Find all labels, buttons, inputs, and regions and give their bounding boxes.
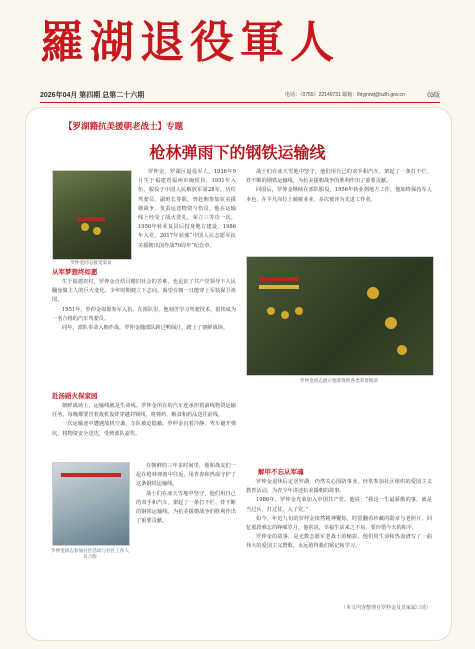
paragraph: 战士们在冰天雪地中坚守，他们用自己的双手和汽车，架起了一条打不烂、炸不断的钢铁运输线，为抗美援朝战争的胜利作出了重要贡献。 bbox=[246, 169, 432, 185]
paragraph: 如今，年近九旬的罗仲金依然精神矍铄，时常翻看珍藏的勋章与老照片，回忆那段难忘的峥嵘岁月。他常说，幸福生活来之不易，要珍惜今天的和平。 bbox=[246, 515, 432, 532]
article-kicker: 【罗湖籍抗美援朝老战士】专题 bbox=[64, 121, 184, 131]
end-note: （本文内容整理自罗仲金及其家属口述） bbox=[340, 605, 431, 611]
photo1-caption: 罗仲金同志接受采访 bbox=[70, 260, 112, 265]
article-headline: 枪林弹雨下的钢铁运输线 bbox=[149, 145, 326, 162]
paragraph: 一次运输途中遭遇敌机空袭，车队被迫隐蔽。罗仲金沉着冷静，驾车避开弹坑，将物资安全送达，受到部队嘉奖。 bbox=[52, 421, 236, 437]
subhead-3: 解甲不忘从军魂 bbox=[258, 469, 304, 476]
intro-paragraph: 罗仲金，罗湖区退役军人，1936年9月生于福建省福州市闽侯县，1951年入伍，服役于中国人民解放军第28军，历任驾驶员、副班长等职，曾赴朝参加抗美援朝战争，负责运送物资与伤员。他在运输线上经受了战火洗礼，荣立三等功一次。1956年转业复员后投身地方建设，1986年入党，2017年获颁“中国人民志愿军抗美援朝出国作战70周年”纪念章。 bbox=[138, 169, 236, 249]
info-bar bbox=[40, 88, 440, 102]
paragraph: 罗仲金退休后定居罗湖，仍然关心国防事业，经常参加社区组织的爱国主义教育活动，为青少年讲述抗美援朝的故事。 bbox=[246, 479, 432, 495]
banner-strip bbox=[61, 473, 121, 477]
contact-info: 电话：（0755）22149731 邮箱：lhtyjrswj@szlh.gov.cn bbox=[285, 92, 405, 98]
column-2-body-2 bbox=[246, 478, 432, 598]
masthead bbox=[0, 0, 475, 80]
paragraph: 回国后，罗仲金继续在部队服役，1956年转业到地方工作，他始终保持军人本色，在平凡岗位上兢兢业业，多次被评为先进工作者。 bbox=[246, 187, 432, 203]
paragraph: 同年，部队奉命入朝作战，罗仲金随部队跨过鸭绿江，踏上了朝鲜战场。 bbox=[62, 325, 229, 332]
paragraph: 战士们在冰天雪地中坚守，他们用自己的双手和汽车，架起了一条打不烂、炸不断的钢铁运输线，为抗美援朝战争的胜利作出了重要贡献。 bbox=[136, 490, 236, 525]
medal-icon bbox=[281, 311, 289, 319]
ribbon-bar bbox=[259, 277, 299, 281]
newspaper-title: 羅湖退役軍人 bbox=[40, 17, 340, 68]
photo2-caption: 罗仲金同志展示他获得的各类荣誉勋章 bbox=[299, 378, 379, 383]
column-1-body-3 bbox=[136, 462, 236, 602]
paragraph: 1951年，罗仲金如愿参军入伍。在部队里，他刻苦学习驾驶技术，很快成为一名合格的汽车驾驶员。 bbox=[52, 306, 236, 322]
medal-icon bbox=[267, 307, 275, 315]
medal-icon bbox=[295, 307, 303, 315]
column-1-body bbox=[52, 278, 236, 386]
paragraph: 生于福建农村，罗仲金自幼目睹旧社会的苦难，也见证了共产党领导下人民翻身做主人的巨大变化。少年时期便立下志向，渴望有朝一日能穿上军装保卫祖国。 bbox=[52, 279, 236, 304]
column-2-body bbox=[246, 168, 432, 252]
paragraph: 1986年，罗仲金光荣加入中国共产党。他说：“我这一生最骄傲的事，就是当过兵、打过仗、入了党。” bbox=[246, 497, 432, 513]
ribbon-bar bbox=[77, 217, 105, 221]
medal-icon bbox=[367, 287, 379, 299]
paragraph: 在朝鲜的三年多时间里，他和战友们一起在枪林弹雨中往返，用青春和热血守护了这条钢铁运输线。 bbox=[136, 463, 236, 488]
community-photo bbox=[52, 462, 130, 546]
photo3-caption: 罗仲金同志参加社区活动与社区工作人员合影 bbox=[50, 548, 130, 559]
portrait-photo bbox=[52, 170, 132, 260]
ribbon-bar bbox=[259, 285, 299, 289]
medal-icon bbox=[397, 345, 407, 355]
medal-icon bbox=[81, 223, 89, 231]
medals-photo bbox=[246, 256, 434, 376]
page-number: 03版 bbox=[427, 93, 440, 99]
column-1-body-2 bbox=[52, 402, 236, 458]
medal-icon bbox=[93, 227, 101, 235]
subhead-1: 从军梦想终如愿 bbox=[52, 269, 98, 276]
issue-info: 2026年04月 第四期 总第二十六期 bbox=[40, 92, 145, 99]
paragraph: 朝鲜战场上，运输线就是生命线。罗仲金所在的汽车连承担着前线物资运输任务，每晚都要冒着敌机轰炸穿越封锁线，将弹药、粮食和药品送往前线。 bbox=[52, 403, 236, 419]
paragraph: 罗仲金的故事，是无数志愿军老战士的缩影。他们用生命和热血谱写了一曲伟大的爱国主义赞歌，永远值得我们铭记和学习。 bbox=[246, 534, 432, 550]
header-divider bbox=[40, 102, 440, 103]
medal-icon bbox=[385, 317, 397, 329]
article-intro bbox=[138, 168, 236, 278]
subhead-2: 赴汤蹈火保家园 bbox=[52, 393, 98, 400]
